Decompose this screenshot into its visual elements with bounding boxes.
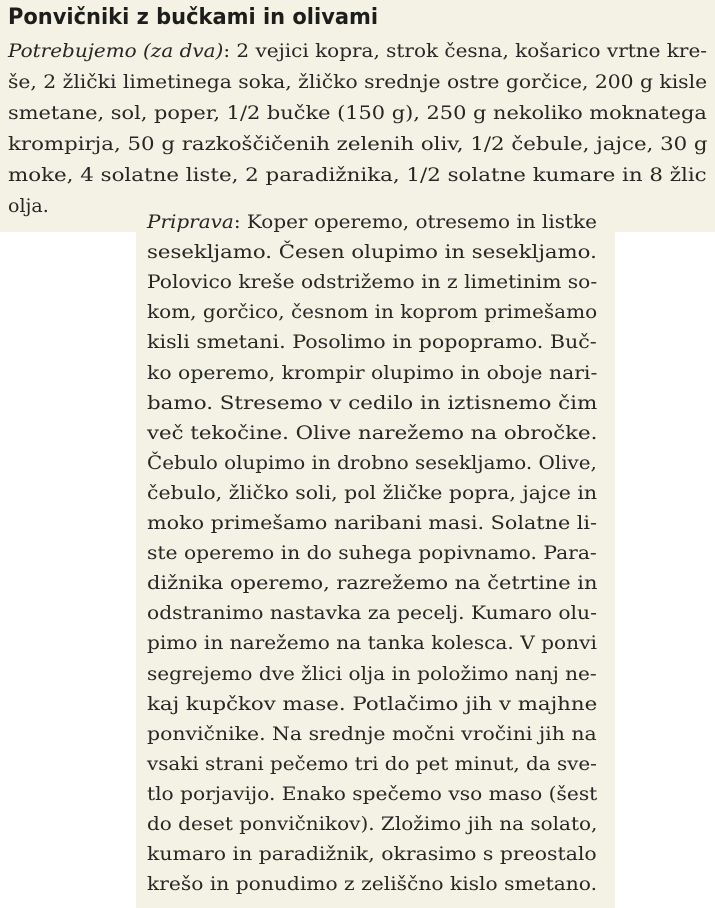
method-label: Priprava <box>147 211 234 233</box>
method-text: : Koper operemo, otresemo in listke <box>233 211 597 233</box>
method-line: ste operemo in do suhega popivnamo. Para- <box>147 542 597 565</box>
method-line: moko primešamo naribani masi. Solatne li- <box>147 512 598 534</box>
method-line: tlo porjavijo. Enako spečemo vso maso (šest <box>147 782 598 805</box>
method-line: ko operemo, krompir olupimo in oboje nari- <box>147 361 598 384</box>
ingredients-line: olja. <box>8 195 49 217</box>
method-line: odstranimo nastavka za pecelj. Kumaro olu- <box>147 602 597 625</box>
method-line: ponvičnike. Na srednje močni vročini jih na <box>147 722 597 745</box>
ingredients-line: še, 2 žlički limetinega soka, žličko srednje ostre gorčice, 200 g kisle <box>8 71 708 93</box>
ingredients-line: smetane, sol, poper, 1/2 bučke (150 g), 250 g nekoliko moknatega <box>8 102 707 124</box>
method-line <box>147 211 597 233</box>
method-line: kumaro in paradižnik, okrasimo s preostalo <box>147 843 597 866</box>
ingredients-text: : 2 vejici kopra, strok česna, košarico vrtne kre- <box>223 40 708 62</box>
method-line: krešo in ponudimo z zeliščno kislo smetano. <box>147 873 598 896</box>
method-line: dižnika operemo, razrežemo na četrtine in <box>147 572 598 595</box>
method-line: kom, gorčico, česnom in koprom primešamo <box>147 301 598 324</box>
method-line: Čebulo olupimo in drobno sesekljamo. Olive, <box>147 451 597 474</box>
method-line: segrejemo dve žlici olja in položimo nanj ne- <box>147 662 597 685</box>
method-line: vsaki strani pečemo tri do pet minut, da sve- <box>147 752 597 775</box>
method-line: čebulo, žličko soli, pol žličke popra, jajce in <box>147 481 598 504</box>
method-line: kaj kupčkov mase. Potlačimo jih v majhne <box>147 692 598 715</box>
method-line: kisli smetani. Posolimo in popopramo. Buč- <box>147 331 597 354</box>
method-line: pimo in narežemo na tanka kolesca. V ponvi <box>147 632 597 655</box>
method-line: več tekočine. Olive narežemo na obročke. <box>147 421 598 444</box>
recipe-title: Ponvičniki z bučkami in olivami <box>8 5 379 30</box>
method-line: sesekljamo. Česen olupimo in sesekljamo. <box>147 241 597 264</box>
method-line: do deset ponvičnikov). Zložimo jih na solato, <box>147 813 598 835</box>
ingredients-line: moke, 4 solatne liste, 2 paradižnika, 1/2 solatne kumare in 8 žlic <box>8 164 707 186</box>
method-line: bamo. Stresemo v cedilo in iztisnemo čim <box>147 391 598 414</box>
method-line: Polovico kreše odstrižemo in z limetinim so- <box>147 271 598 294</box>
ingredients-line <box>8 40 707 62</box>
ingredients-label: Potrebujemo (za dva) <box>8 40 224 62</box>
ingredients-line: krompirja, 50 g razkoščičenih zelenih oliv, 1/2 čebule, jajce, 30 g <box>8 133 708 155</box>
